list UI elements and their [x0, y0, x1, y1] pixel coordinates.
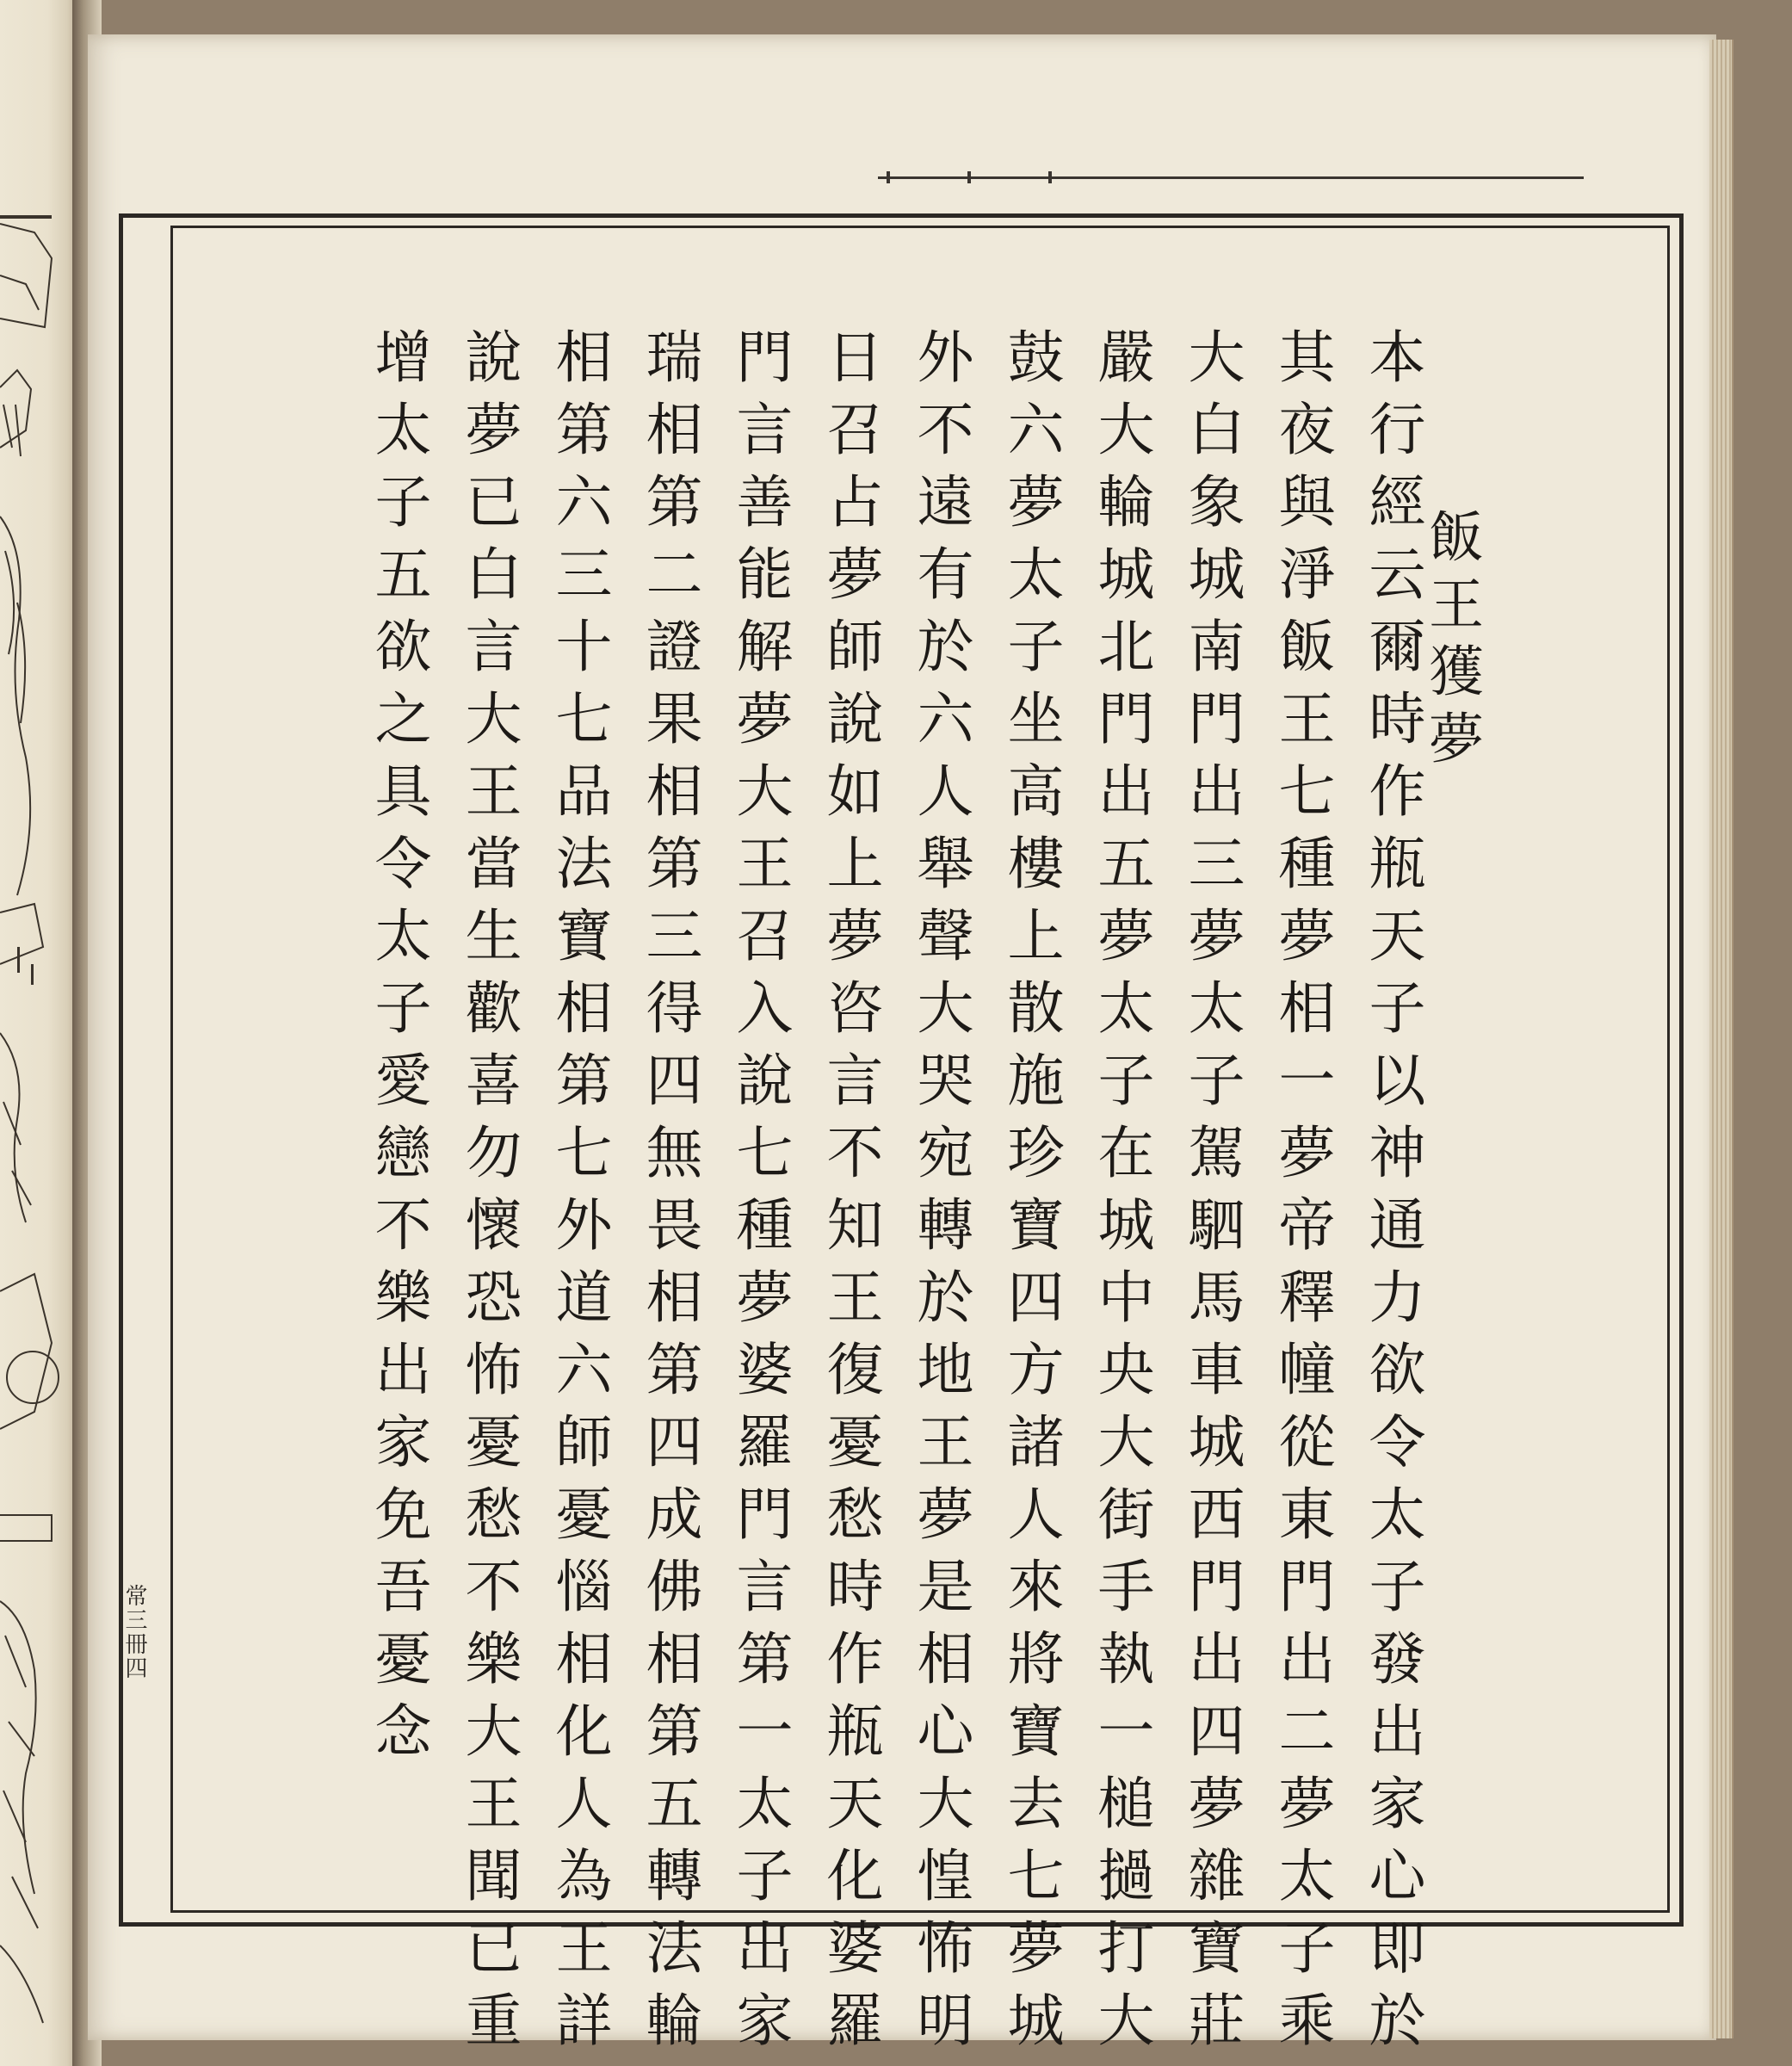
text-column: 嚴大輪城北門出五夢太子在城中央大街手執一槌撾打大	[1088, 327, 1154, 2063]
section-title: 飯王獲夢	[1419, 508, 1483, 776]
margin-label: 常三冊四	[121, 1584, 147, 1680]
text-column: 大白象城南門出三夢太子駕駟馬車城西門出四夢雜寶莊	[1178, 327, 1245, 2063]
left-page-illustration	[0, 0, 79, 2066]
landscape-illustration	[0, 0, 79, 2066]
text-column: 鼓六夢太子坐高樓上散施珍寶四方諸人來將寶去七夢城	[998, 327, 1064, 2063]
text-column: 增太子五欲之具令太子愛戀不樂出家免吾憂念	[365, 327, 431, 1773]
text-column: 說夢已白言大王當生歡喜勿懷恐怖憂愁不樂大王聞已重	[455, 327, 522, 2063]
text-column: 日召占夢師說如上夢咨言不知王復憂愁時作瓶天化婆羅	[817, 327, 883, 2063]
text-column: 瑞相第二證果相第三得四無畏相第四成佛相第五轉法輪	[636, 327, 702, 2063]
text-column: 相第六三十七品法寶相第七外道六師憂惱相化人為王詳	[546, 327, 612, 2063]
body-text	[301, 327, 1437, 2063]
text-column: 門言善能解夢大王召入說七種夢婆羅門言第一太子出家	[726, 327, 793, 2063]
top-rule-marks	[887, 170, 1129, 187]
page-edge-stack	[1709, 40, 1733, 2038]
text-column: 外不遠有於六人舉聲大哭宛轉於地王夢是相心大惶怖明	[907, 327, 973, 2063]
text-column: 其夜與淨飯王七種夢相一夢帝釋幢從東門出二夢太子乘	[1269, 327, 1335, 2063]
text-column: 本行經云爾時作瓶天子以神通力欲令太子發出家心即於	[1359, 327, 1425, 2063]
